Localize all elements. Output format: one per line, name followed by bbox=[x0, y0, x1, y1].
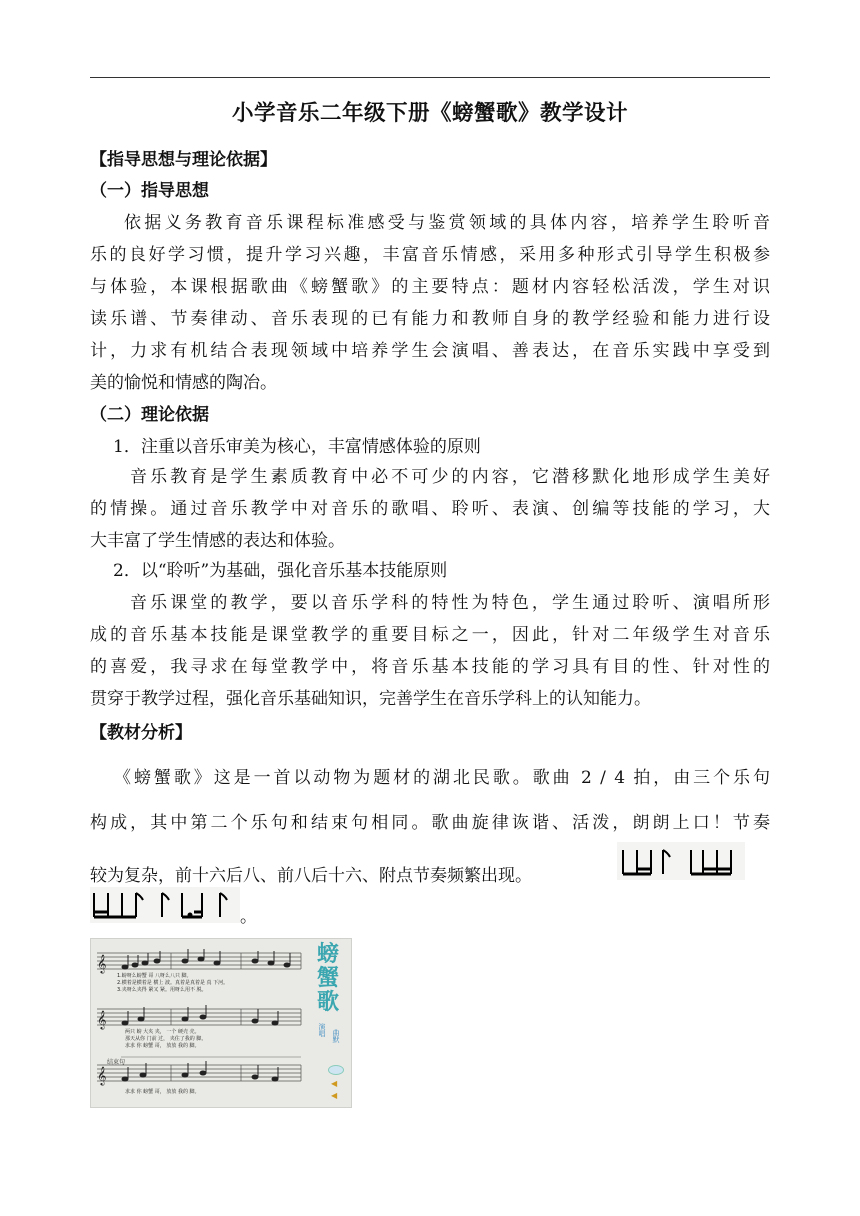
lyric-line: 求求 你 螃蟹 哥， 放放 我的 脚。 bbox=[125, 1043, 200, 1049]
speaker-icon: ◀ bbox=[331, 1091, 338, 1100]
score-bracket-label: 结束句 bbox=[107, 1059, 126, 1066]
header-rule bbox=[90, 77, 770, 78]
svg-text:𝄞: 𝄞 bbox=[97, 954, 107, 973]
subheading-theory-basis: （二）理论依据 bbox=[90, 405, 209, 425]
paragraph-line: 成的音乐基本技能是课堂教学的重要目标之一，因此，针对二年级学生对音乐 bbox=[90, 625, 770, 645]
score-side-label-tune: 曲默 bbox=[332, 1029, 340, 1043]
oval-button-icon bbox=[328, 1065, 344, 1075]
paragraph-line: 计，力求有机结合表现领域中培养学生会演唱、善表达，在音乐实践中享受到 bbox=[90, 341, 770, 361]
paragraph-line: 贯穿于教学过程，强化音乐基础知识，完善学生在音乐学科上的认知能力。 bbox=[90, 689, 651, 709]
svg-text:𝄞: 𝄞 bbox=[97, 1010, 107, 1029]
paragraph-line: 的情操。通过音乐教学中对音乐的歌唱、聆听、表演、创编等技能的学习，大 bbox=[90, 499, 770, 519]
paragraph-line: 较为复杂，前十六后八、前八后十六、附点节奏频繁出现。 bbox=[90, 866, 532, 886]
score-side-label-sing: 演唱 bbox=[318, 1023, 326, 1037]
section-heading-guiding: 【指导思想与理论依据】 bbox=[90, 150, 277, 170]
paragraph-line: 大丰富了学生情感的表达和体验。 bbox=[90, 531, 345, 551]
paragraph-line: 音乐教育是学生素质教育中必不可少的内容，它潜移默化地形成学生美好 bbox=[130, 467, 770, 487]
score-side-title: 螃 蟹 歌 bbox=[316, 942, 339, 1015]
svg-text:𝄞: 𝄞 bbox=[97, 1066, 107, 1085]
page-title: 小学音乐二年级下册《螃蟹歌》教学设计 bbox=[231, 101, 628, 126]
lyric-line: 1.螃呀么螃蟹 哥 八呀么八只 脚。 bbox=[117, 973, 192, 979]
paragraph-line: 音乐课堂的教学，要以音乐学科的特性为特色，学生通过聆听、演唱所形 bbox=[130, 593, 770, 613]
lyric-line: 3.夹呀么夹得 紧又 紧。用呀么用不 脱。 bbox=[117, 987, 207, 993]
subheading-guiding-thought: （一）指导思想 bbox=[90, 181, 209, 201]
score-lyrics-block bbox=[125, 1089, 200, 1096]
section-heading-material: 【教材分析】 bbox=[90, 723, 192, 743]
lyric-line: 两只 螃 大夹 夹， 一个 硬壳 壳。 bbox=[125, 1029, 200, 1035]
point-1: 1．注重以音乐审美为核心，丰富情感体验的原则 bbox=[113, 437, 481, 457]
music-score-image bbox=[90, 938, 352, 1108]
rhythm-pattern-image bbox=[90, 887, 240, 923]
end-punctuation: 。 bbox=[240, 907, 257, 927]
score-lyrics-block bbox=[117, 973, 228, 994]
paragraph-line: 读乐谱、节奏律动、音乐表现的已有能力和教师自身的教学经验和能力进行设 bbox=[90, 309, 770, 329]
paragraph-line: 与体验，本课根据歌曲《螃蟹歌》的主要特点：题材内容轻松活泼，学生对识 bbox=[90, 277, 770, 297]
speaker-icon: ◀ bbox=[331, 1079, 338, 1088]
lyric-line: 2.横着是横着是 横上 波。真着是真着是 真 下河。 bbox=[117, 980, 229, 986]
paragraph-line: 构成，其中第二个乐句和结束句相同。歌曲旋律诙谐、活泼，朗朗上口！节奏 bbox=[90, 813, 770, 833]
lyric-line: 那天从你 门前 过， 夹住了我的 脚。 bbox=[125, 1036, 207, 1042]
paragraph-line: 依据义务教育音乐课程标准感受与鉴赏领域的具体内容，培养学生聆听音 bbox=[124, 213, 770, 233]
paragraph-line: 乐的良好学习惯，提升学习兴趣，丰富音乐情感，采用多种形式引导学生积极参 bbox=[90, 245, 770, 265]
score-lyrics-block bbox=[125, 1029, 206, 1050]
point-2: 2．以“聆听”为基础，强化音乐基本技能原则 bbox=[113, 561, 448, 581]
paragraph-line: 的喜爱，我寻求在每堂教学中，将音乐基本技能的学习具有目的性、针对性的 bbox=[90, 657, 770, 677]
paragraph-line: 美的愉悦和情感的陶冶。 bbox=[90, 373, 277, 393]
rhythm-pattern-image bbox=[617, 842, 745, 880]
lyric-line: 求求 你 螃蟹 哥， 放放 我的 脚。 bbox=[125, 1089, 200, 1095]
paragraph-line: 《螃蟹歌》这是一首以动物为题材的湖北民歌。歌曲 2 / 4 拍，由三个乐句 bbox=[114, 768, 770, 788]
